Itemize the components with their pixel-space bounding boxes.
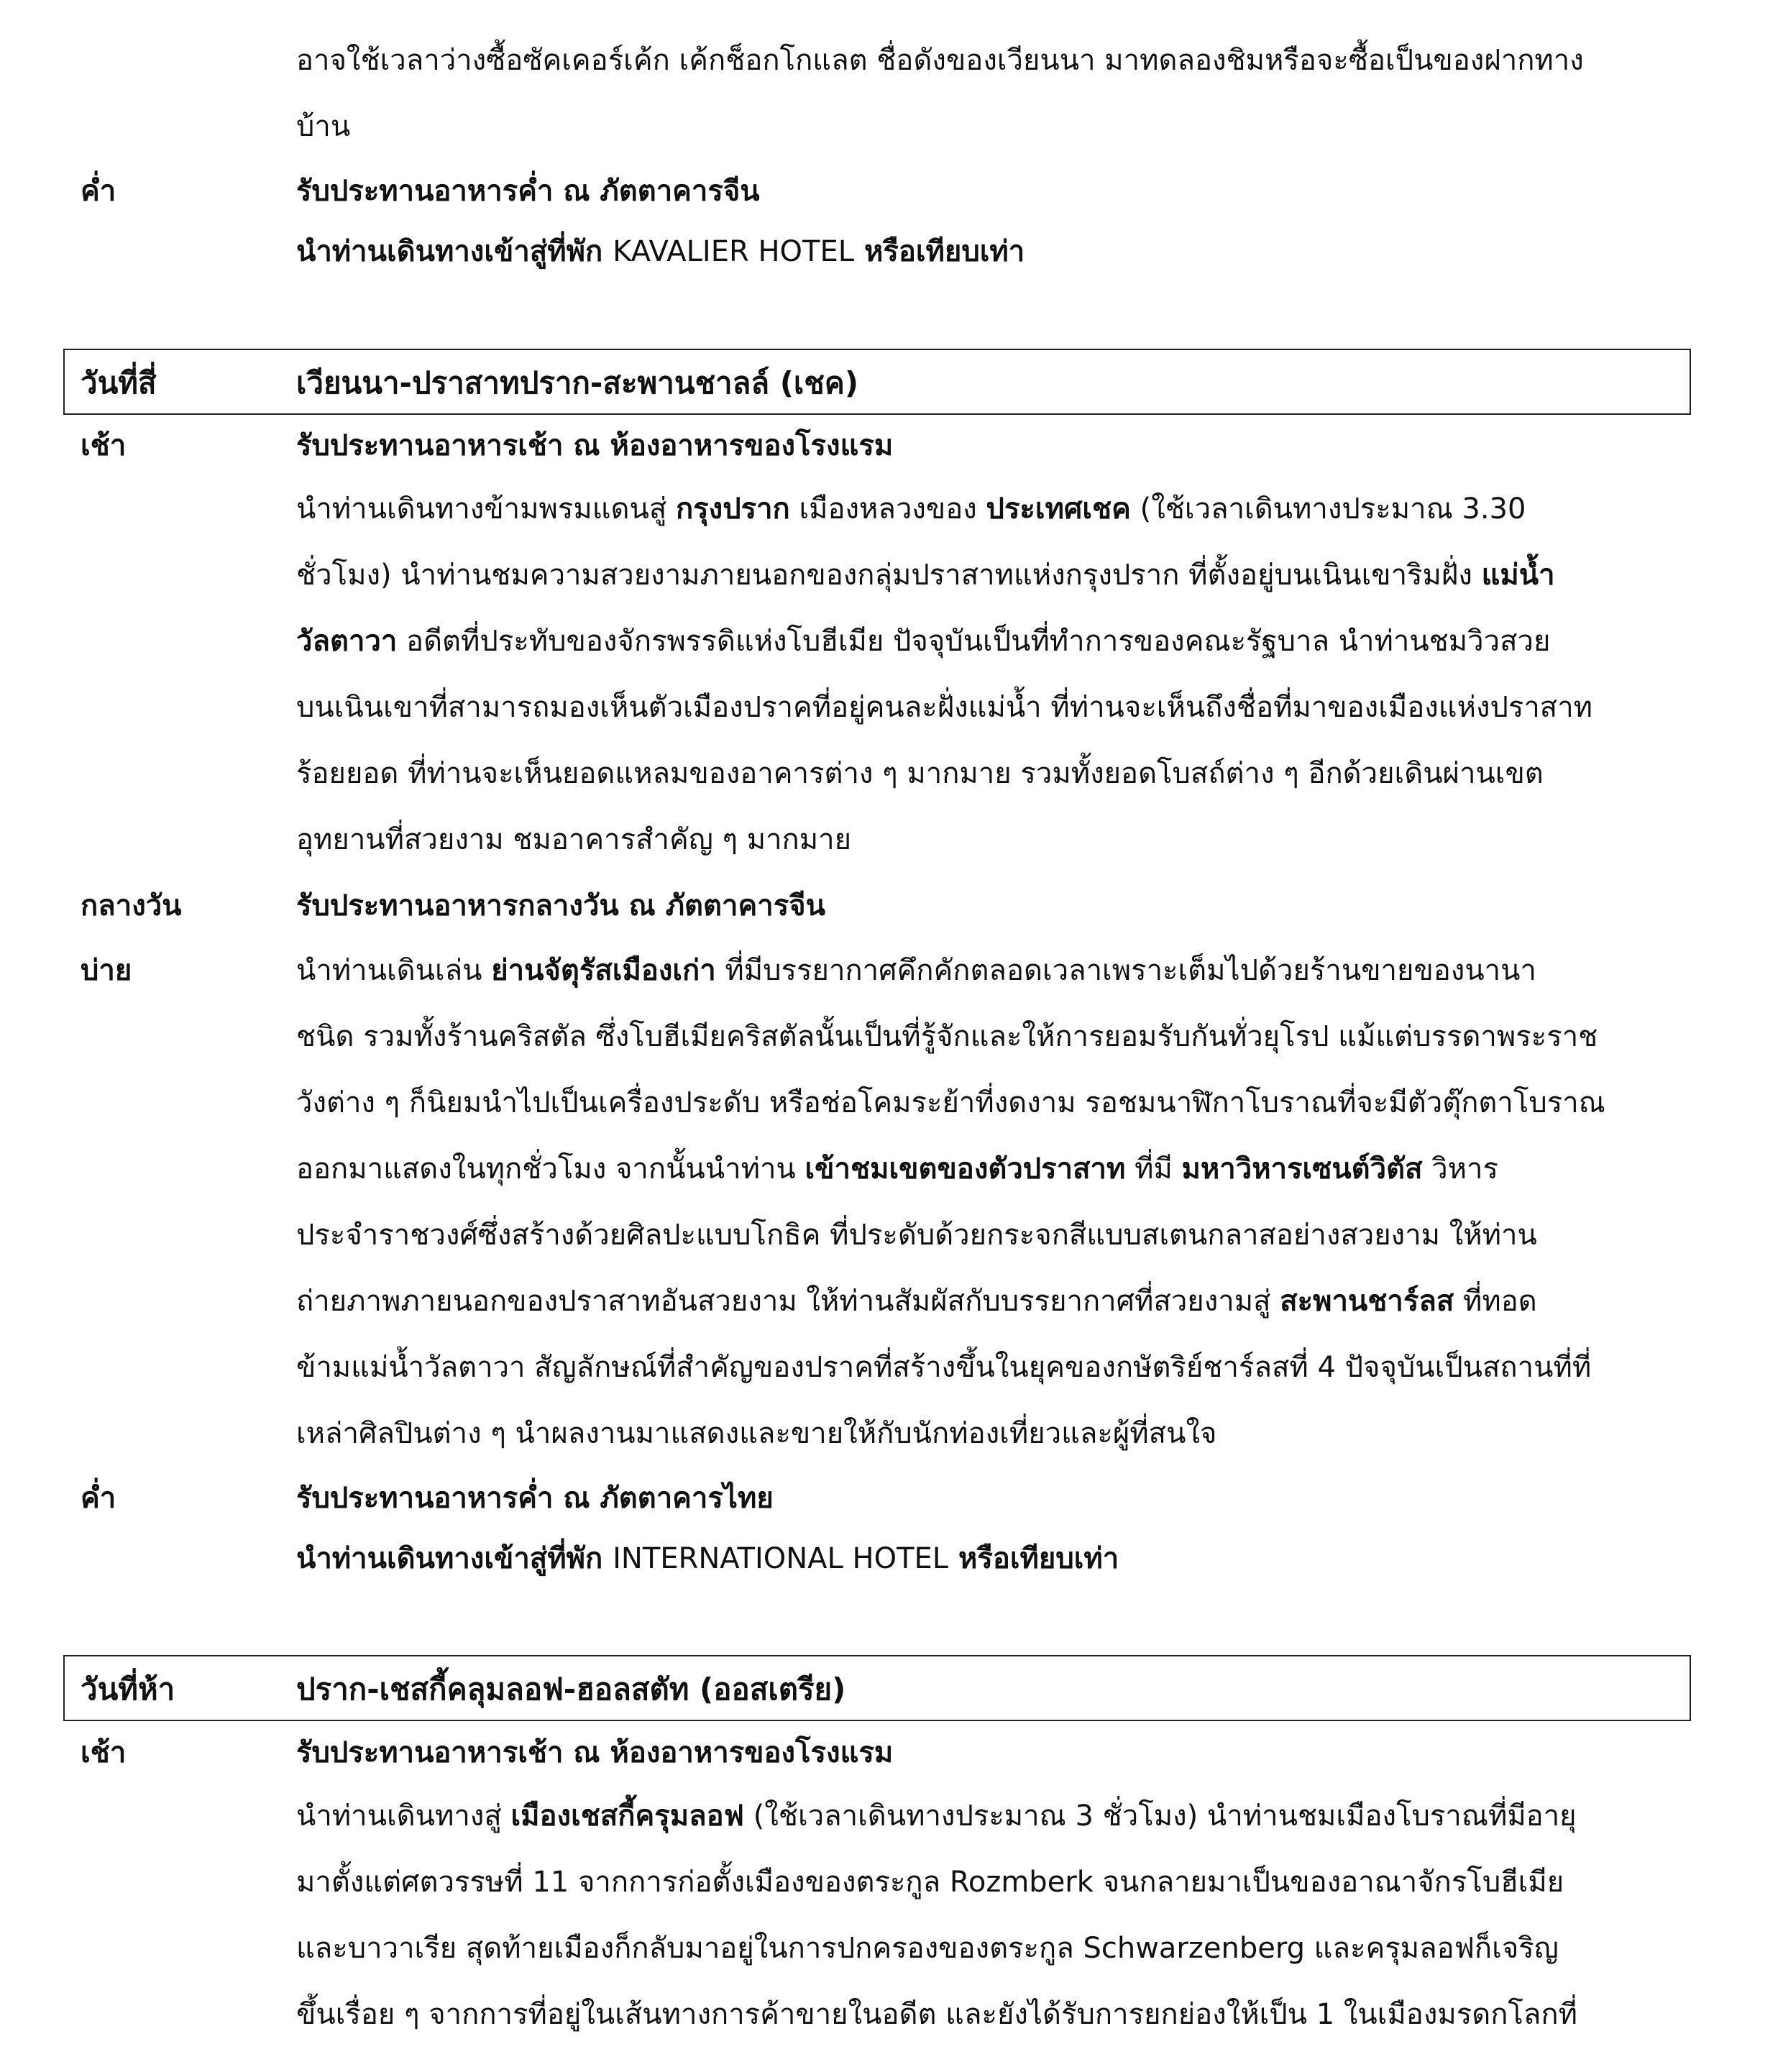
body-line: ประจำราชวงศ์ซึ่งสร้างด้วยศิลปะแบบโกธิค ที่ประดับด้วยกระจกสีแบบสเตนกลาสอย่างสวยงาม ให้ท่าน <box>296 1219 1537 1252</box>
day-header-box <box>63 349 1691 415</box>
body-line <box>296 1147 1498 1191</box>
day-label: วันที่ห้า <box>81 1672 175 1707</box>
hotel-line <box>296 230 1025 273</box>
text-run: นำท่านเดินเล่น <box>296 954 492 987</box>
hotel-prefix: นำท่านเดินทางเข้าสู่ที่พัก <box>296 235 603 268</box>
place-name: ประเทศเชค <box>986 492 1131 526</box>
text-run: เมืองหลวงของ <box>789 492 986 526</box>
text-run: ออกมาแสดงในทุกชั่วโมง จากนั้นนำท่าน <box>296 1152 805 1186</box>
meal-breakfast: รับประทานอาหารเช้า ณ ห้องอาหารของโรงแรม <box>296 429 894 462</box>
section-label-afternoon: บ่าย <box>81 954 132 987</box>
day-title: เวียนนา-ปราสาทปราก-สะพานชาลล์ (เชค) <box>296 365 859 400</box>
place-name: วัลตาวา <box>296 625 398 658</box>
meal-label-morning: เช้า <box>81 1736 127 1769</box>
body-line: ข้ามแม่น้ำวัลตาวา สัญลักษณ์ที่สำคัญของปราคที่สร้างขึ้นในยุคของกษัตริย์ชาร์ลสที่ 4 ปัจจุบันเป็นสถานที่ที่ <box>296 1351 1592 1384</box>
body-line: ร้อยยอด ที่ท่านจะเห็นยอดแหลมของอาคารต่าง ๆ มากมาย รวมทั้งยอดโบสถ์ต่าง ๆ อีกด้วยเดินผ่านเขต <box>296 757 1544 790</box>
body-line <box>296 487 1526 531</box>
meal-dinner: รับประทานอาหารค่ำ ณ ภัตตาคารจีน <box>296 175 760 208</box>
body-line: และบาวาเรีย สุดท้ายเมืองก็กลับมาอยู่ในการปกครองของตระกูล Schwarzenberg และครุมลอฟก็เจริญ <box>296 1932 1559 1965</box>
place-name: สะพานชาร์ลส <box>1280 1285 1454 1318</box>
hotel-suffix: หรือเทียบเท่า <box>958 1542 1119 1575</box>
body-line: ขึ้นเรื่อย ๆ จากการที่อยู่ในเส้นทางการค้าขายในอดีต และยังได้รับการยกย่องให้เป็น 1 ในเมืองมรดกโลกที่ <box>296 1998 1577 2031</box>
meal-label-dinner: ค่ำ <box>81 1482 116 1515</box>
meal-lunch: รับประทานอาหารกลางวัน ณ ภัตตาคารจีน <box>296 889 825 922</box>
body-line: บ้าน <box>296 110 351 143</box>
text-run: นำท่านเดินทางสู่ <box>296 1800 511 1833</box>
day-title: ปราก-เชสกี้คลุมลอฟ-ฮอลสตัท (ออสเตรีย) <box>296 1672 846 1707</box>
place-name: เข้าชมเขตของตัวปราสาท <box>805 1152 1126 1186</box>
body-line <box>296 949 1536 992</box>
hotel-name: KAVALIER HOTEL <box>613 235 855 268</box>
hotel-prefix: นำท่านเดินทางเข้าสู่ที่พัก <box>296 1542 603 1575</box>
body-line: เหล่าศิลปินต่าง ๆ นำผลงานมาแสดงและขายให้กับนักท่องเที่ยวและผู้ที่สนใจ <box>296 1417 1217 1450</box>
meal-label-morning: เช้า <box>81 429 127 462</box>
body-line: อาจใช้เวลาว่างซื้อซัคเคอร์เค้ก เค้กช็อกโกแลต ชื่อดังของเวียนนา มาทดลองชิมหรือจะซื้อเป็นของฝากทาง <box>296 44 1584 77</box>
place-name: กรุงปราก <box>675 492 790 526</box>
text-run: อดีตที่ประทับของจักรพรรดิแห่งโบฮีเมีย ปัจจุบันเป็นที่ทำการของคณะรัฐบาล นำท่านชมวิวสวย <box>397 625 1551 658</box>
body-line: อุทยานที่สวยงาม ชมอาคารสำคัญ ๆ มากมาย <box>296 823 852 856</box>
hotel-name: INTERNATIONAL HOTEL <box>613 1542 949 1575</box>
meal-label-lunch: กลางวัน <box>81 889 182 922</box>
body-line <box>296 1794 1577 1838</box>
text-run: ที่มีบรรยากาศคึกคักตลอดเวลาเพราะเต็มไปด้วยร้านขายของนานา <box>715 954 1536 987</box>
text-run: ที่ทอด <box>1454 1285 1537 1318</box>
body-line: บนเนินเขาที่สามารถมองเห็นตัวเมืองปราคที่อยู่คนละฝั่งแม่น้ำ ที่ท่านจะเห็นถึงชื่อที่มาของเมืองแห่งปราสาท <box>296 691 1593 724</box>
place-name: แม่น้ำ <box>1481 559 1555 592</box>
text-run: วิหาร <box>1422 1152 1499 1186</box>
hotel-line <box>296 1537 1119 1580</box>
text-run: ที่มี <box>1125 1152 1182 1186</box>
text-run: นำท่านเดินทางข้ามพรมแดนสู่ <box>296 492 676 526</box>
place-name: เมืองเชสกี้ครุมลอฟ <box>510 1800 744 1833</box>
hotel-suffix: หรือเทียบเท่า <box>863 235 1025 268</box>
body-line: มาตั้งแต่ศตวรรษที่ 11 จากการก่อตั้งเมืองของตระกูล Rozmberk จนกลายมาเป็นของอาณาจักรโบฮีเมีย <box>296 1866 1564 1899</box>
body-line <box>296 620 1550 663</box>
body-line: วังต่าง ๆ ก็นิยมนำไปเป็นเครื่องประดับ หรือช่อโคมระย้าที่งดงาม รอชมนาฬิกาโบราณที่จะมีตัวตุ๊กตาโบราณ <box>296 1086 1605 1119</box>
place-name: ย่านจัตุรัสเมืองเก่า <box>491 954 716 987</box>
meal-dinner: รับประทานอาหารค่ำ ณ ภัตตาคารไทย <box>296 1482 774 1515</box>
place-name: มหาวิหารเซนต์วิตัส <box>1181 1152 1423 1186</box>
day-header-box <box>63 1655 1691 1721</box>
text-run: ชั่วโมง) นำท่านชมความสวยงามภายนอกของกลุ่มปราสาทแห่งกรุงปราก ที่ตั้งอยู่บนเนินเขาริมฝั่ง <box>296 559 1482 592</box>
meal-breakfast: รับประทานอาหารเช้า ณ ห้องอาหารของโรงแรม <box>296 1736 894 1769</box>
text-run: (ใช้เวลาเดินทางประมาณ 3.30 <box>1130 492 1526 526</box>
meal-label-dinner: ค่ำ <box>81 175 116 208</box>
day-label: วันที่สี่ <box>81 365 157 400</box>
body-line <box>296 554 1555 597</box>
body-line <box>296 1280 1537 1323</box>
text-run: (ใช้เวลาเดินทางประมาณ 3 ชั่วโมง) นำท่านชมเมืองโบราณที่มีอายุ <box>743 1800 1577 1833</box>
text-run: ถ่ายภาพภายนอกของปราสาทอันสวยงาม ให้ท่านสัมผัสกับบรรยากาศที่สวยงามสู่ <box>296 1285 1280 1318</box>
body-line: ชนิด รวมทั้งร้านคริสตัล ซึ่งโบฮีเมียคริสตัลนั้นเป็นที่รู้จักและให้การยอมรับกันทั่วยุโรป แม้แต่บรรดาพระราช <box>296 1020 1598 1053</box>
